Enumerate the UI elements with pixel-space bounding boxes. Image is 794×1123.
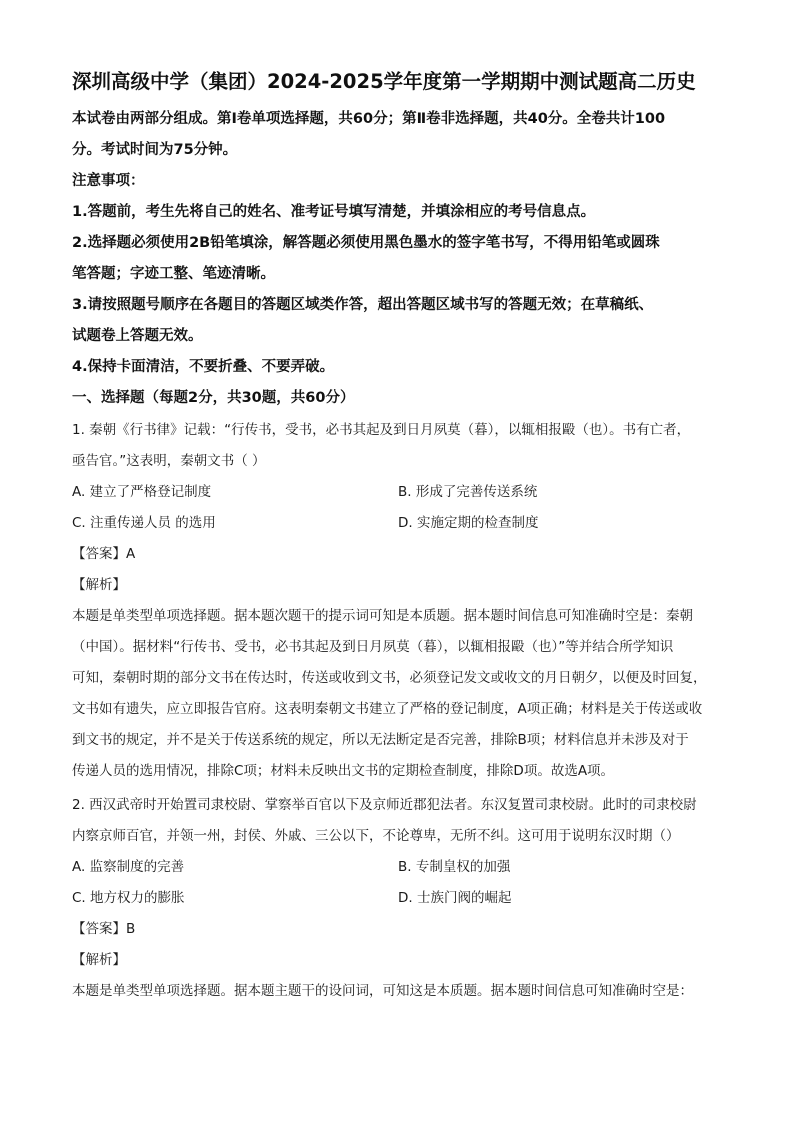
question-1-stem xyxy=(72,415,732,477)
question-2-stem xyxy=(72,790,732,852)
question-2-options-row-2 xyxy=(72,883,732,914)
notice-item: 4.保持卡面清洁，不要折叠、不要弄破。 xyxy=(72,359,335,375)
option-b: B. 形成了完善传送系统 xyxy=(398,484,538,500)
option-c: C. 注重传递人员 的选用 xyxy=(72,515,216,531)
question-1-options-row-1 xyxy=(72,477,732,508)
analysis-label: 【解析】 xyxy=(72,577,126,593)
notice-item: 1.答题前，考生先将自己的姓名、准考证号填写清楚，并填涂相应的考号信息点。 xyxy=(72,204,596,220)
option-d: D. 士族门阀的崛起 xyxy=(398,890,512,906)
question-2-analysis xyxy=(72,976,732,1007)
analysis-line: 文书如有遗失，应立即报告官府。这表明秦朝文书建立了严格的登记制度，A项正确；材料是关于传送或收 xyxy=(72,701,703,717)
exam-instructions xyxy=(72,104,732,414)
analysis-line: 本题是单类型单项选择题。据本题次题干的提示词可知是本质题。据本题时间信息可知准确时空是：秦朝 xyxy=(72,608,693,624)
intro-line: 分。考试时间为75分钟。 xyxy=(72,142,238,158)
option-a: A. 建立了严格登记制度 xyxy=(72,484,212,500)
question-2-options-row-1 xyxy=(72,852,732,883)
notice-item: 笔答题；字迹工整、笔迹清晰。 xyxy=(72,266,275,282)
option-b: B. 专制皇权的加强 xyxy=(398,859,511,875)
question-stem-line: 亟告官。”这表明，秦朝文书（ ） xyxy=(72,453,266,469)
question-stem-line: 1. 秦朝《行书律》记载：“行传书，受书，必书其起及到日月夙莫（暮），以辄相报毆（也）。书有亡者， xyxy=(72,422,691,438)
analysis-line: （中国）。据材料“行传书、受书，必书其起及到日月夙莫（暮），以辄相报毆（也）”等并结合所学知识 xyxy=(72,639,674,655)
notice-item: 3.请按照题号顺序在各题目的答题区域类作答，超出答题区域书写的答题无效；在草稿纸、 xyxy=(72,297,654,313)
question-stem-line: 内察京师百官，并领一州，封侯、外戚、三公以下，不论尊卑，无所不纠。这可用于说明东汉时期（） xyxy=(72,828,680,844)
analysis-line: 本题是单类型单项选择题。据本题主题干的设问词，可知这是本质题。据本题时间信息可知准确时空是： xyxy=(72,983,693,999)
intro-line: 本试卷由两部分组成。第Ⅰ卷单项选择题，共60分；第Ⅱ卷非选择题，共40分。全卷共计100 xyxy=(72,111,666,127)
answer-label: 【答案】B xyxy=(72,921,136,937)
analysis-label: 【解析】 xyxy=(72,952,126,968)
option-c: C. 地方权力的膨胀 xyxy=(72,890,185,906)
notice-heading: 注意事项： xyxy=(72,173,145,189)
notice-item: 试题卷上答题无效。 xyxy=(72,328,203,344)
question-1-analysis xyxy=(72,601,732,787)
section-heading: 一、选择题（每题2分，共30题，共60分） xyxy=(72,390,355,406)
answer-label: 【答案】A xyxy=(72,546,136,562)
analysis-line: 到文书的规定，并不是关于传送系统的规定，所以无法断定是否完善，排除B项；材料信息并未涉及对于 xyxy=(72,732,689,748)
page-title: 深圳高级中学（集团）2024-2025学年度第一学期期中测试题高二历史 xyxy=(72,70,696,93)
question-1-options-row-2 xyxy=(72,508,732,539)
question-stem-line: 2. 西汉武帝时开始置司隶校尉、掌察举百官以下及京师近郡犯法者。东汉复置司隶校尉。此时的司隶校尉 xyxy=(72,797,697,813)
notice-item: 2.选择题必须使用2B铅笔填涂，解答题必须使用黑色墨水的签字笔书写，不得用铅笔或圆珠 xyxy=(72,235,660,251)
option-d: D. 实施定期的检查制度 xyxy=(398,515,539,531)
analysis-line: 传递人员的选用情况，排除C项；材料未反映出文书的定期检查制度，排除D项。故选A项。 xyxy=(72,763,615,779)
analysis-line: 可知，秦朝时期的部分文书在传达时，传送或收到文书，必须登记发文或收文的月日朝夕，以便及时回复， xyxy=(72,670,707,686)
option-a: A. 监察制度的完善 xyxy=(72,859,185,875)
